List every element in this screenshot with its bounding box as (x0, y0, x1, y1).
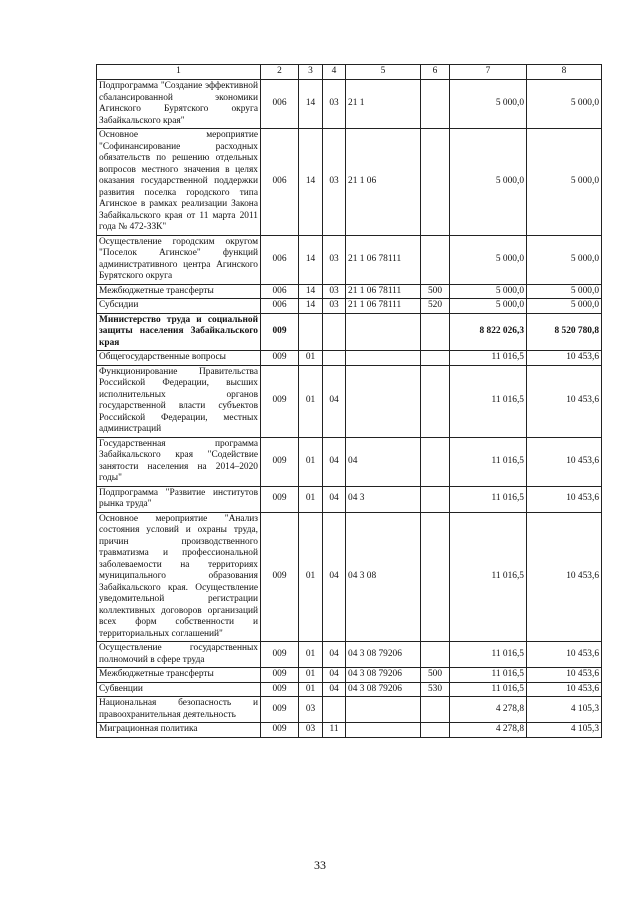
section-cell: 03 (299, 723, 323, 738)
subsection-cell: 03 (323, 129, 346, 236)
section-cell: 01 (299, 668, 323, 683)
expense-type-cell (421, 512, 450, 642)
table-row (97, 642, 602, 668)
row-name-cell: Осуществление государственных полномочий в сфере труда (97, 642, 261, 668)
amount-cell-col8: 10 453,6 (527, 486, 602, 512)
subsection-cell: 04 (323, 437, 346, 486)
amount-cell-col7: 4 278,8 (450, 697, 527, 723)
subsection-cell: 04 (323, 668, 346, 683)
code-cell: 009 (261, 365, 299, 437)
table-row (97, 697, 602, 723)
subsection-cell: 04 (323, 512, 346, 642)
table-row (97, 437, 602, 486)
column-header: 2 (261, 65, 299, 80)
page-number: 33 (314, 858, 326, 872)
section-cell: 01 (299, 486, 323, 512)
table-row (97, 365, 602, 437)
table-row (97, 668, 602, 683)
table-row (97, 682, 602, 697)
code-cell: 006 (261, 80, 299, 129)
section-cell: 14 (299, 299, 323, 314)
code-cell: 006 (261, 299, 299, 314)
amount-cell-col7: 11 016,5 (450, 351, 527, 366)
table-row (97, 723, 602, 738)
section-cell: 14 (299, 284, 323, 299)
target-article-cell (346, 697, 421, 723)
target-article-cell: 21 1 (346, 80, 421, 129)
code-cell: 006 (261, 284, 299, 299)
amount-cell-col7: 11 016,5 (450, 642, 527, 668)
subsection-cell (323, 313, 346, 351)
amount-cell-col8: 10 453,6 (527, 682, 602, 697)
section-cell: 01 (299, 351, 323, 366)
target-article-cell (346, 313, 421, 351)
amount-cell-col8: 4 105,3 (527, 723, 602, 738)
section-cell: 14 (299, 129, 323, 236)
subsection-cell: 03 (323, 80, 346, 129)
expense-type-cell (421, 723, 450, 738)
amount-cell-col7: 11 016,5 (450, 437, 527, 486)
subsection-cell: 04 (323, 642, 346, 668)
column-header: 3 (299, 65, 323, 80)
code-cell: 009 (261, 512, 299, 642)
amount-cell-col8: 5 000,0 (527, 235, 602, 284)
section-cell: 14 (299, 235, 323, 284)
table-row (97, 313, 602, 351)
target-article-cell: 04 3 08 79206 (346, 668, 421, 683)
expense-type-cell (421, 437, 450, 486)
target-article-cell: 21 1 06 (346, 129, 421, 236)
column-header: 7 (450, 65, 527, 80)
row-name-cell: Функционирование Правительства Российской Федерации, высших исполнительных органов государственной власти субъектов Российской Федерации, местных администраций (97, 365, 261, 437)
code-cell: 006 (261, 235, 299, 284)
amount-cell-col7: 5 000,0 (450, 129, 527, 236)
row-name-cell: Субвенции (97, 682, 261, 697)
table-header-row (97, 65, 602, 80)
section-cell: 03 (299, 697, 323, 723)
row-name-cell: Государственная программа Забайкальского края "Содействие занятости населения на 2014–2020 годы" (97, 437, 261, 486)
expense-type-cell (421, 235, 450, 284)
expense-type-cell (421, 697, 450, 723)
expense-type-cell (421, 351, 450, 366)
amount-cell-col7: 11 016,5 (450, 668, 527, 683)
row-name-cell: Министерство труда и социальной защиты населения Забайкальского края (97, 313, 261, 351)
column-header: 4 (323, 65, 346, 80)
row-name-cell: Субсидии (97, 299, 261, 314)
table-row (97, 512, 602, 642)
amount-cell-col8: 5 000,0 (527, 80, 602, 129)
table-row (97, 284, 602, 299)
row-name-cell: Осуществление городским округом "Поселок Агинское" функций административного центра Агинского Бурятского округа (97, 235, 261, 284)
subsection-cell: 04 (323, 365, 346, 437)
target-article-cell (346, 723, 421, 738)
row-name-cell: Подпрограмма "Создание эффективной сбалансированной экономики Агинского Бурятского округа Забайкальского края" (97, 80, 261, 129)
expense-type-cell (421, 80, 450, 129)
subsection-cell: 11 (323, 723, 346, 738)
table-row (97, 235, 602, 284)
row-name-cell: Миграционная политика (97, 723, 261, 738)
amount-cell-col8: 10 453,6 (527, 365, 602, 437)
subsection-cell: 04 (323, 682, 346, 697)
amount-cell-col8: 10 453,6 (527, 351, 602, 366)
row-name-cell: Общегосударственные вопросы (97, 351, 261, 366)
code-cell: 009 (261, 682, 299, 697)
row-name-cell: Межбюджетные трансферты (97, 284, 261, 299)
code-cell: 006 (261, 129, 299, 236)
code-cell: 009 (261, 486, 299, 512)
expense-type-cell: 500 (421, 668, 450, 683)
subsection-cell (323, 697, 346, 723)
amount-cell-col7: 5 000,0 (450, 284, 527, 299)
subsection-cell: 03 (323, 235, 346, 284)
amount-cell-col8: 10 453,6 (527, 437, 602, 486)
amount-cell-col7: 5 000,0 (450, 80, 527, 129)
target-article-cell: 04 3 08 79206 (346, 682, 421, 697)
expense-type-cell (421, 486, 450, 512)
subsection-cell: 03 (323, 299, 346, 314)
column-header: 1 (97, 65, 261, 80)
target-article-cell: 21 1 06 78111 (346, 235, 421, 284)
column-header: 8 (527, 65, 602, 80)
target-article-cell: 04 3 (346, 486, 421, 512)
subsection-cell: 03 (323, 284, 346, 299)
column-header: 6 (421, 65, 450, 80)
target-article-cell: 04 3 08 79206 (346, 642, 421, 668)
expense-type-cell (421, 313, 450, 351)
row-name-cell: Подпрограмма "Развитие институтов рынка труда" (97, 486, 261, 512)
code-cell: 009 (261, 437, 299, 486)
column-header: 5 (346, 65, 421, 80)
amount-cell-col8: 4 105,3 (527, 697, 602, 723)
row-name-cell: Национальная безопасность и правоохранительная деятельность (97, 697, 261, 723)
row-name-cell: Основное мероприятие "Софинансирование расходных обязательств по решению отдельных вопросов местного значения в целях оказания государственной поддержки развития поселка городского типа Агинское в рамках реализации Закона Забайкальского края от 11 марта 2011 года № 472-ЗЗК" (97, 129, 261, 236)
amount-cell-col7: 11 016,5 (450, 512, 527, 642)
code-cell: 009 (261, 668, 299, 683)
target-article-cell (346, 365, 421, 437)
amount-cell-col8: 10 453,6 (527, 642, 602, 668)
expense-type-cell: 500 (421, 284, 450, 299)
target-article-cell: 04 3 08 (346, 512, 421, 642)
amount-cell-col8: 8 520 780,8 (527, 313, 602, 351)
table-row (97, 351, 602, 366)
amount-cell-col7: 11 016,5 (450, 486, 527, 512)
amount-cell-col7: 8 822 026,3 (450, 313, 527, 351)
code-cell: 009 (261, 723, 299, 738)
code-cell: 009 (261, 313, 299, 351)
expense-type-cell (421, 365, 450, 437)
section-cell: 01 (299, 512, 323, 642)
amount-cell-col8: 5 000,0 (527, 129, 602, 236)
target-article-cell (346, 351, 421, 366)
section-cell: 01 (299, 365, 323, 437)
amount-cell-col8: 5 000,0 (527, 284, 602, 299)
section-cell: 01 (299, 437, 323, 486)
table-row (97, 80, 602, 129)
code-cell: 009 (261, 351, 299, 366)
expense-type-cell: 520 (421, 299, 450, 314)
amount-cell-col7: 11 016,5 (450, 682, 527, 697)
row-name-cell: Основное мероприятие "Анализ состояния условий и охраны труда, причин производственного травматизма и профессиональной заболеваемости на территориях муниципального образования Забайкальского края. Осуществление уведомительной регистрации коллективных договоров организаций всех форм собственности и территориальных соглашений" (97, 512, 261, 642)
amount-cell-col8: 10 453,6 (527, 512, 602, 642)
expense-type-cell: 530 (421, 682, 450, 697)
section-cell (299, 313, 323, 351)
expense-type-cell (421, 129, 450, 236)
expense-type-cell (421, 642, 450, 668)
amount-cell-col8: 5 000,0 (527, 299, 602, 314)
target-article-cell: 21 1 06 78111 (346, 284, 421, 299)
table-row (97, 299, 602, 314)
section-cell: 01 (299, 642, 323, 668)
budget-table (96, 64, 602, 738)
amount-cell-col8: 10 453,6 (527, 668, 602, 683)
table-row (97, 486, 602, 512)
subsection-cell: 04 (323, 486, 346, 512)
section-cell: 14 (299, 80, 323, 129)
target-article-cell: 21 1 06 78111 (346, 299, 421, 314)
row-name-cell: Межбюджетные трансферты (97, 668, 261, 683)
table-row (97, 129, 602, 236)
code-cell: 009 (261, 642, 299, 668)
amount-cell-col7: 11 016,5 (450, 365, 527, 437)
section-cell: 01 (299, 682, 323, 697)
amount-cell-col7: 4 278,8 (450, 723, 527, 738)
target-article-cell: 04 (346, 437, 421, 486)
code-cell: 009 (261, 697, 299, 723)
subsection-cell (323, 351, 346, 366)
amount-cell-col7: 5 000,0 (450, 235, 527, 284)
amount-cell-col7: 5 000,0 (450, 299, 527, 314)
